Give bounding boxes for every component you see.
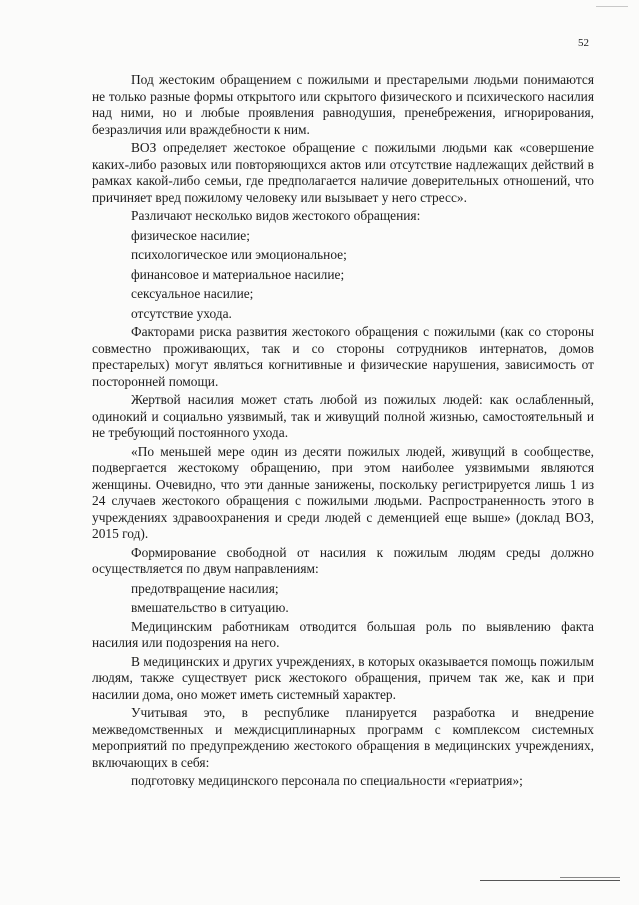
paragraph: «По меньшей мере один из десяти пожилых людей, живущий в сообществе, подвергается жестокому обращению, при этом наиболее уязвимыми являются женщины. Очевидно, что эти данные занижены, поскольку регистрируется лишь 1 из 24 случаев жестокого обращения с пожилыми людьми. Распространенность этого в учреждениях здравоохранения и среди людей с деменцией еще выше» (доклад ВОЗ, 2015 год). (92, 443, 594, 541)
paragraph: Различают несколько видов жестокого обращения: (131, 208, 421, 223)
list-item: физическое насилие; (131, 227, 250, 243)
paragraph: Факторами риска развития жестокого обращения с пожилыми (как со стороны совместно проживающих, так и со стороны сотрудников интернатов, домов престарелых) могут являться когнитивные и физические нарушения, зависимость от посторонней помощи. (92, 324, 594, 389)
list-item: сексуальное насилие; (131, 286, 254, 301)
list-item: финансовое и материальное насилие; (131, 266, 345, 282)
paragraph: Жертвой насилия может стать любой из пожилых людей: как ослабленный, одинокий и социально уязвимый, так и живущий полной жизнью, самостоятельный и не требующий постоянного ухода. (92, 392, 594, 440)
list-item: вмешательство в ситуацию. (131, 600, 289, 615)
paragraph: Под жестоким обращением с пожилыми и престарелыми людьми понимаются не только разные формы открытого или скрытого физического и психического насилия над ними, но и любые проявления равнодушия, пренебрежения, игнорирования, безразличия или враждебности к ним. (92, 72, 594, 137)
list-item: предотвращение насилия; (131, 580, 279, 596)
paragraph: Учитывая это, в республике планируется разработка и внедрение межведомственных и междисциплинарных программ с комплексом системных мероприятий по предупреждению жестокого обращения в медицинских учреждениях, включающих в себя: (92, 705, 594, 770)
scan-artifact-line (560, 877, 620, 878)
paragraph: В медицинских и других учреждениях, в которых оказывается помощь пожилым людям, также существует риск жестокого обращения, причем так же, как и при насилии дома, оно может иметь системный характер. (92, 653, 594, 702)
paragraph: Формирование свободной от насилия к пожилым людям среды должно осуществляется по двум направлениям: (92, 544, 594, 576)
list-item: отсутствие ухода. (131, 305, 232, 321)
scan-artifact-line (480, 880, 620, 881)
page-number: 52 (578, 37, 589, 49)
paragraph: Медицинским работникам отводится большая роль по выявлению факта насилия или подозрения на него. (92, 618, 594, 650)
list-item: психологическое или эмоциональное; (131, 247, 347, 262)
paragraph: ВОЗ определяет жестокое обращение с пожилыми людьми как «совершение каких-либо разовых или повторяющихся актов или отсутствие надлежащих действий в рамках какой-либо семьи, где предполагается наличие доверительных отношений, что причиняет вред пожилому человеку или вызывает у него стресс». (92, 140, 594, 205)
document-body (92, 72, 594, 790)
scan-artifact-top (596, 6, 628, 7)
paragraph: подготовку медицинского персонала по специальности «гериатрия»; (131, 773, 523, 788)
